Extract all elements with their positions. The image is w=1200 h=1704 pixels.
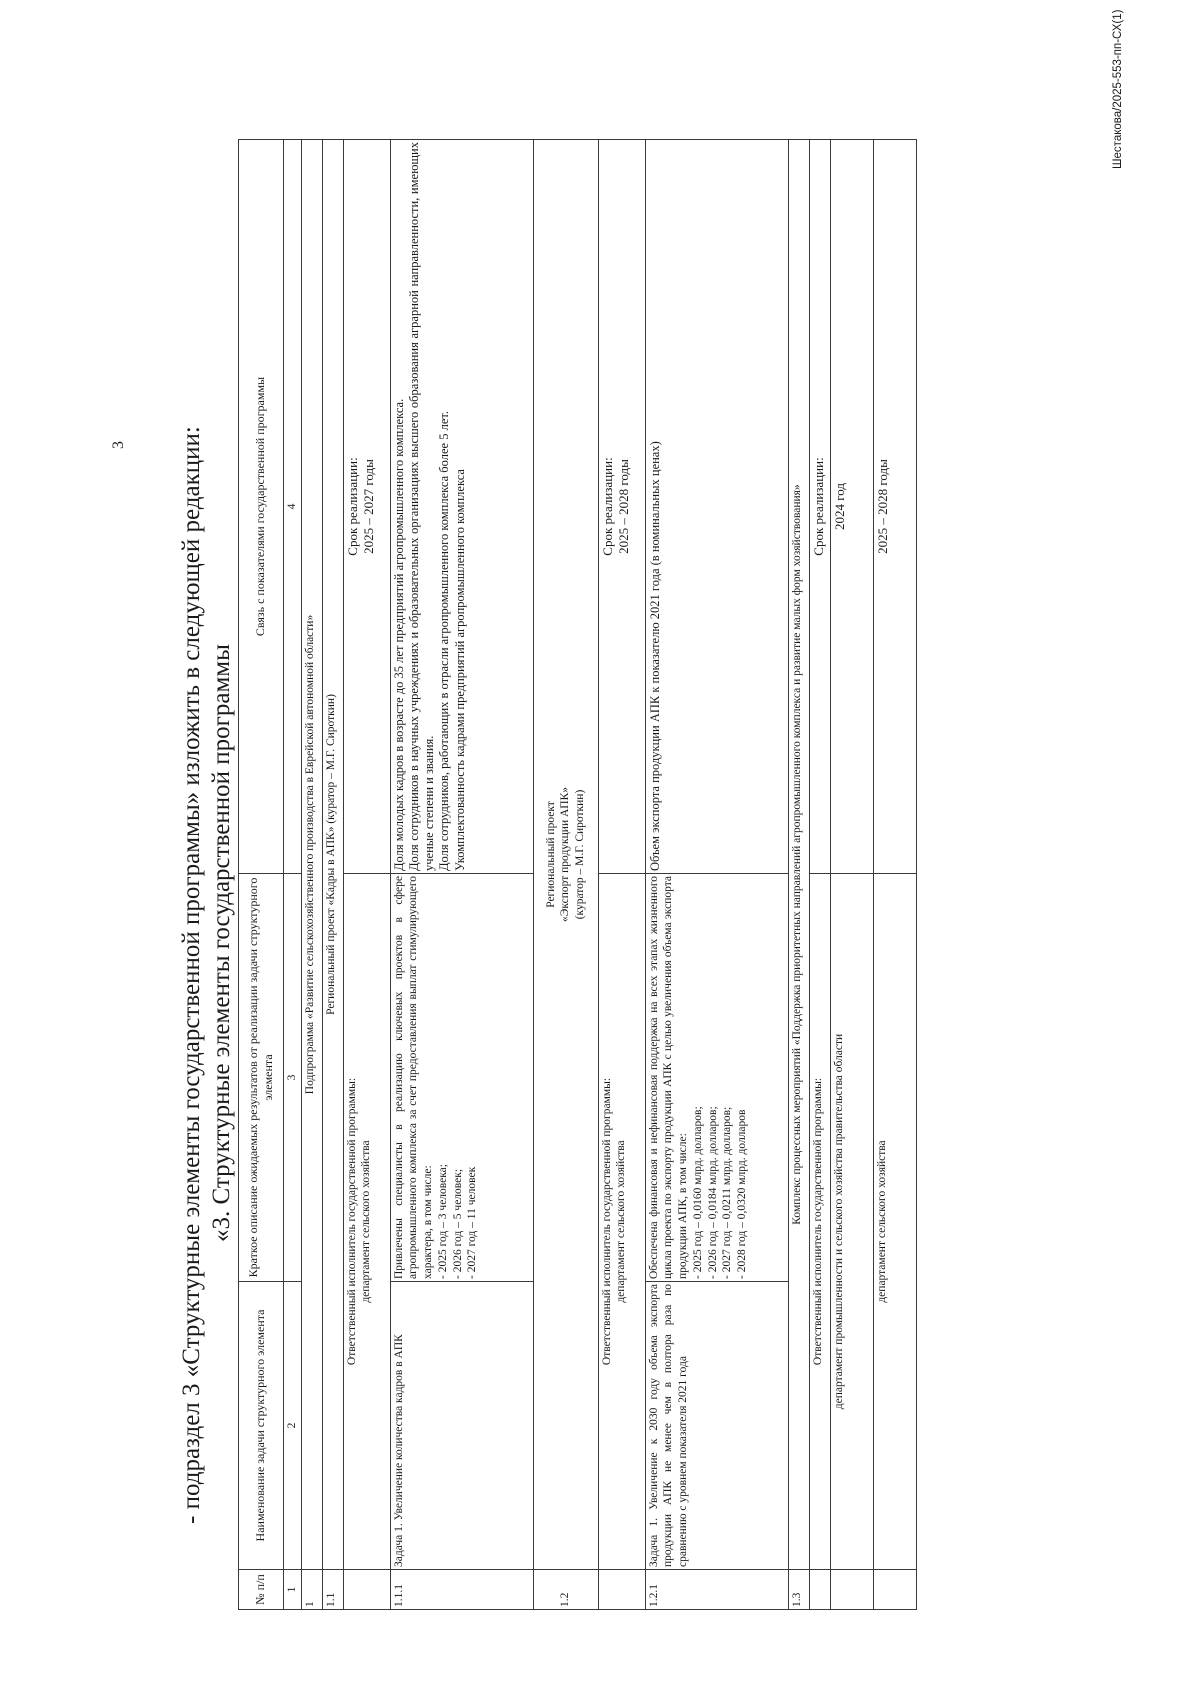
responsible-row	[343, 140, 390, 1610]
task-name: Задача 1. Увеличение к 2030 году объема экспорта продукции АПК не менее чем в полтора раза по сравнению с уровнем показателя 2021 года	[645, 1282, 788, 1570]
reference-code: Шестакова/2025-553-пп-СХ(1)	[1112, 9, 1124, 169]
project-title: Региональный проект «Кадры в АПК» (куратор – М.Г. Сироткин)	[322, 140, 343, 1570]
responsible-value: департамент сельского хозяйства	[873, 874, 916, 1570]
row-number: 1.3	[788, 1570, 809, 1610]
subprogram-title: Подпрограмма «Развитие сельскохозяйственного производства в Еврейской автономной области»	[301, 140, 322, 1570]
task-row	[390, 140, 533, 1610]
responsible-header-row	[809, 140, 830, 1610]
indicators-list	[645, 140, 788, 874]
responsible-row	[873, 140, 916, 1610]
result-item: - 2027 год – 11 человек	[466, 1166, 479, 1279]
project-row	[533, 140, 598, 1610]
result-item: - 2026 год – 0,0184 млрд. долларов;	[706, 1106, 719, 1279]
responsible-value: департамент промышленности и сельского хозяйства правительства области	[830, 874, 873, 1570]
row-number: 1.1.1	[390, 1570, 533, 1610]
project-row	[322, 140, 343, 1610]
responsible-row	[598, 140, 645, 1610]
page-number: 3	[110, 441, 127, 449]
term-label: Срок реализации:	[344, 457, 360, 556]
intro-line: - подраздел 3 «Структурные элементы государственной программы» изложить в следующей редакции:	[178, 426, 205, 1524]
indicator-item: Доля сотрудников, работающих в отрасли агропромышленного комплекса более 5 лет.	[437, 410, 452, 871]
row-number: 1.2.1	[645, 1570, 788, 1610]
responsible-row	[830, 140, 873, 1610]
result-item: - 2025 год – 0,0160 млрд. долларов;	[691, 1106, 704, 1279]
expected-results	[390, 874, 533, 1282]
project-title-line: Региональный проект	[544, 801, 557, 908]
section-title: «3. Структурные элементы государственной программы	[208, 644, 235, 1242]
indicator-item: Объем экспорта продукции АПК к показателю 2021 года (в номинальных ценах)	[647, 441, 662, 871]
column-index: 2	[284, 1282, 302, 1570]
task-name: Задача 1. Увеличение количества кадров в АПК	[390, 1282, 533, 1570]
term-cell	[598, 140, 645, 874]
column-index: 3	[284, 874, 302, 1282]
responsible-label: Ответственный исполнитель государственной программы:	[600, 1077, 613, 1366]
row-number: 1.1	[322, 1570, 343, 1610]
responsible-value: департамент сельского хозяйства	[615, 1140, 628, 1303]
expected-results	[645, 874, 788, 1282]
result-item: - 2026 год – 5 человек;	[451, 1168, 464, 1279]
column-index-row	[284, 140, 302, 1610]
header-number: № п/п	[239, 1570, 284, 1610]
result-item: - 2028 год – 0,0320 млрд. долларов	[736, 1109, 749, 1279]
term-value: 2024 год	[830, 140, 873, 874]
term-label: Срок реализации:	[599, 457, 615, 556]
term-value: 2025 – 2028 годы	[873, 140, 916, 874]
responsible-executor-cell	[598, 874, 645, 1570]
complex-row	[788, 140, 809, 1610]
responsible-executor-cell	[343, 874, 390, 1570]
header-indicators-link: Связь с показателями государственной программы	[239, 140, 284, 874]
indicator-item: Доля сотрудников в научных учреждениях и образовательных организациях высшего образования аграрной направленности, имеющих ученые степени и звания.	[406, 142, 437, 871]
header-expected-results: Краткое описание ожидаемых результатов от реализации задачи структурного элемента	[239, 874, 284, 1282]
result-item: - 2027 год – 0,0211 млрд. долларов;	[721, 1106, 734, 1279]
structural-elements-table	[238, 139, 917, 1610]
term-value: 2025 – 2027 годы	[361, 459, 377, 554]
task-row	[645, 140, 788, 1610]
row-number: 1.2	[533, 1570, 598, 1610]
header-task-name: Наименование задачи структурного элемента	[239, 1282, 284, 1570]
responsible-value: департамент сельского хозяйства	[360, 1140, 373, 1303]
project-title	[533, 140, 598, 1570]
table-header-row	[239, 140, 284, 1610]
results-intro: Привлечены специалисты в реализацию ключевых проектов в сфере агропромышленного комплекса за счет предоставления выплат стимулирующего характера, в том числе:	[392, 876, 435, 1279]
row-number: 1	[301, 1570, 322, 1610]
results-intro: Обеспечена финансовая и нефинансовая поддержка на всех этапах жизненного цикла проекта по экспорту продукции АПК с целью увеличения объема экспорта продукции АПК, в том числе:	[647, 876, 690, 1279]
indicator-item: Укомплектованность кадрами предприятий агропромышленного комплекса	[452, 469, 467, 871]
project-title-line: (куратор – М.Г. Сироткин)	[574, 789, 587, 920]
term-label: Срок реализации:	[809, 140, 830, 874]
term-cell	[343, 140, 390, 874]
indicator-item: Доля молодых кадров в возрасте до 35 лет предприятий агропромышленного комплекса.	[391, 398, 406, 871]
responsible-label: Ответственный исполнитель государственной программы:	[345, 1077, 358, 1366]
responsible-label: Ответственный исполнитель государственной программы:	[809, 874, 830, 1570]
complex-title: Комплекс процессных мероприятий «Поддержка приоритетных направлений агропромышленного комплекса и развитие малых форм хозяйствования»	[788, 140, 809, 1570]
column-index: 4	[284, 140, 302, 874]
subprogram-row	[301, 140, 322, 1610]
indicators-list	[390, 140, 533, 874]
column-index: 1	[284, 1570, 302, 1610]
term-value: 2025 – 2028 годы	[616, 459, 632, 554]
project-title-line: «Экспорт продукции АПК»	[559, 786, 572, 923]
result-item: - 2025 год – 3 человека;	[436, 1164, 449, 1279]
